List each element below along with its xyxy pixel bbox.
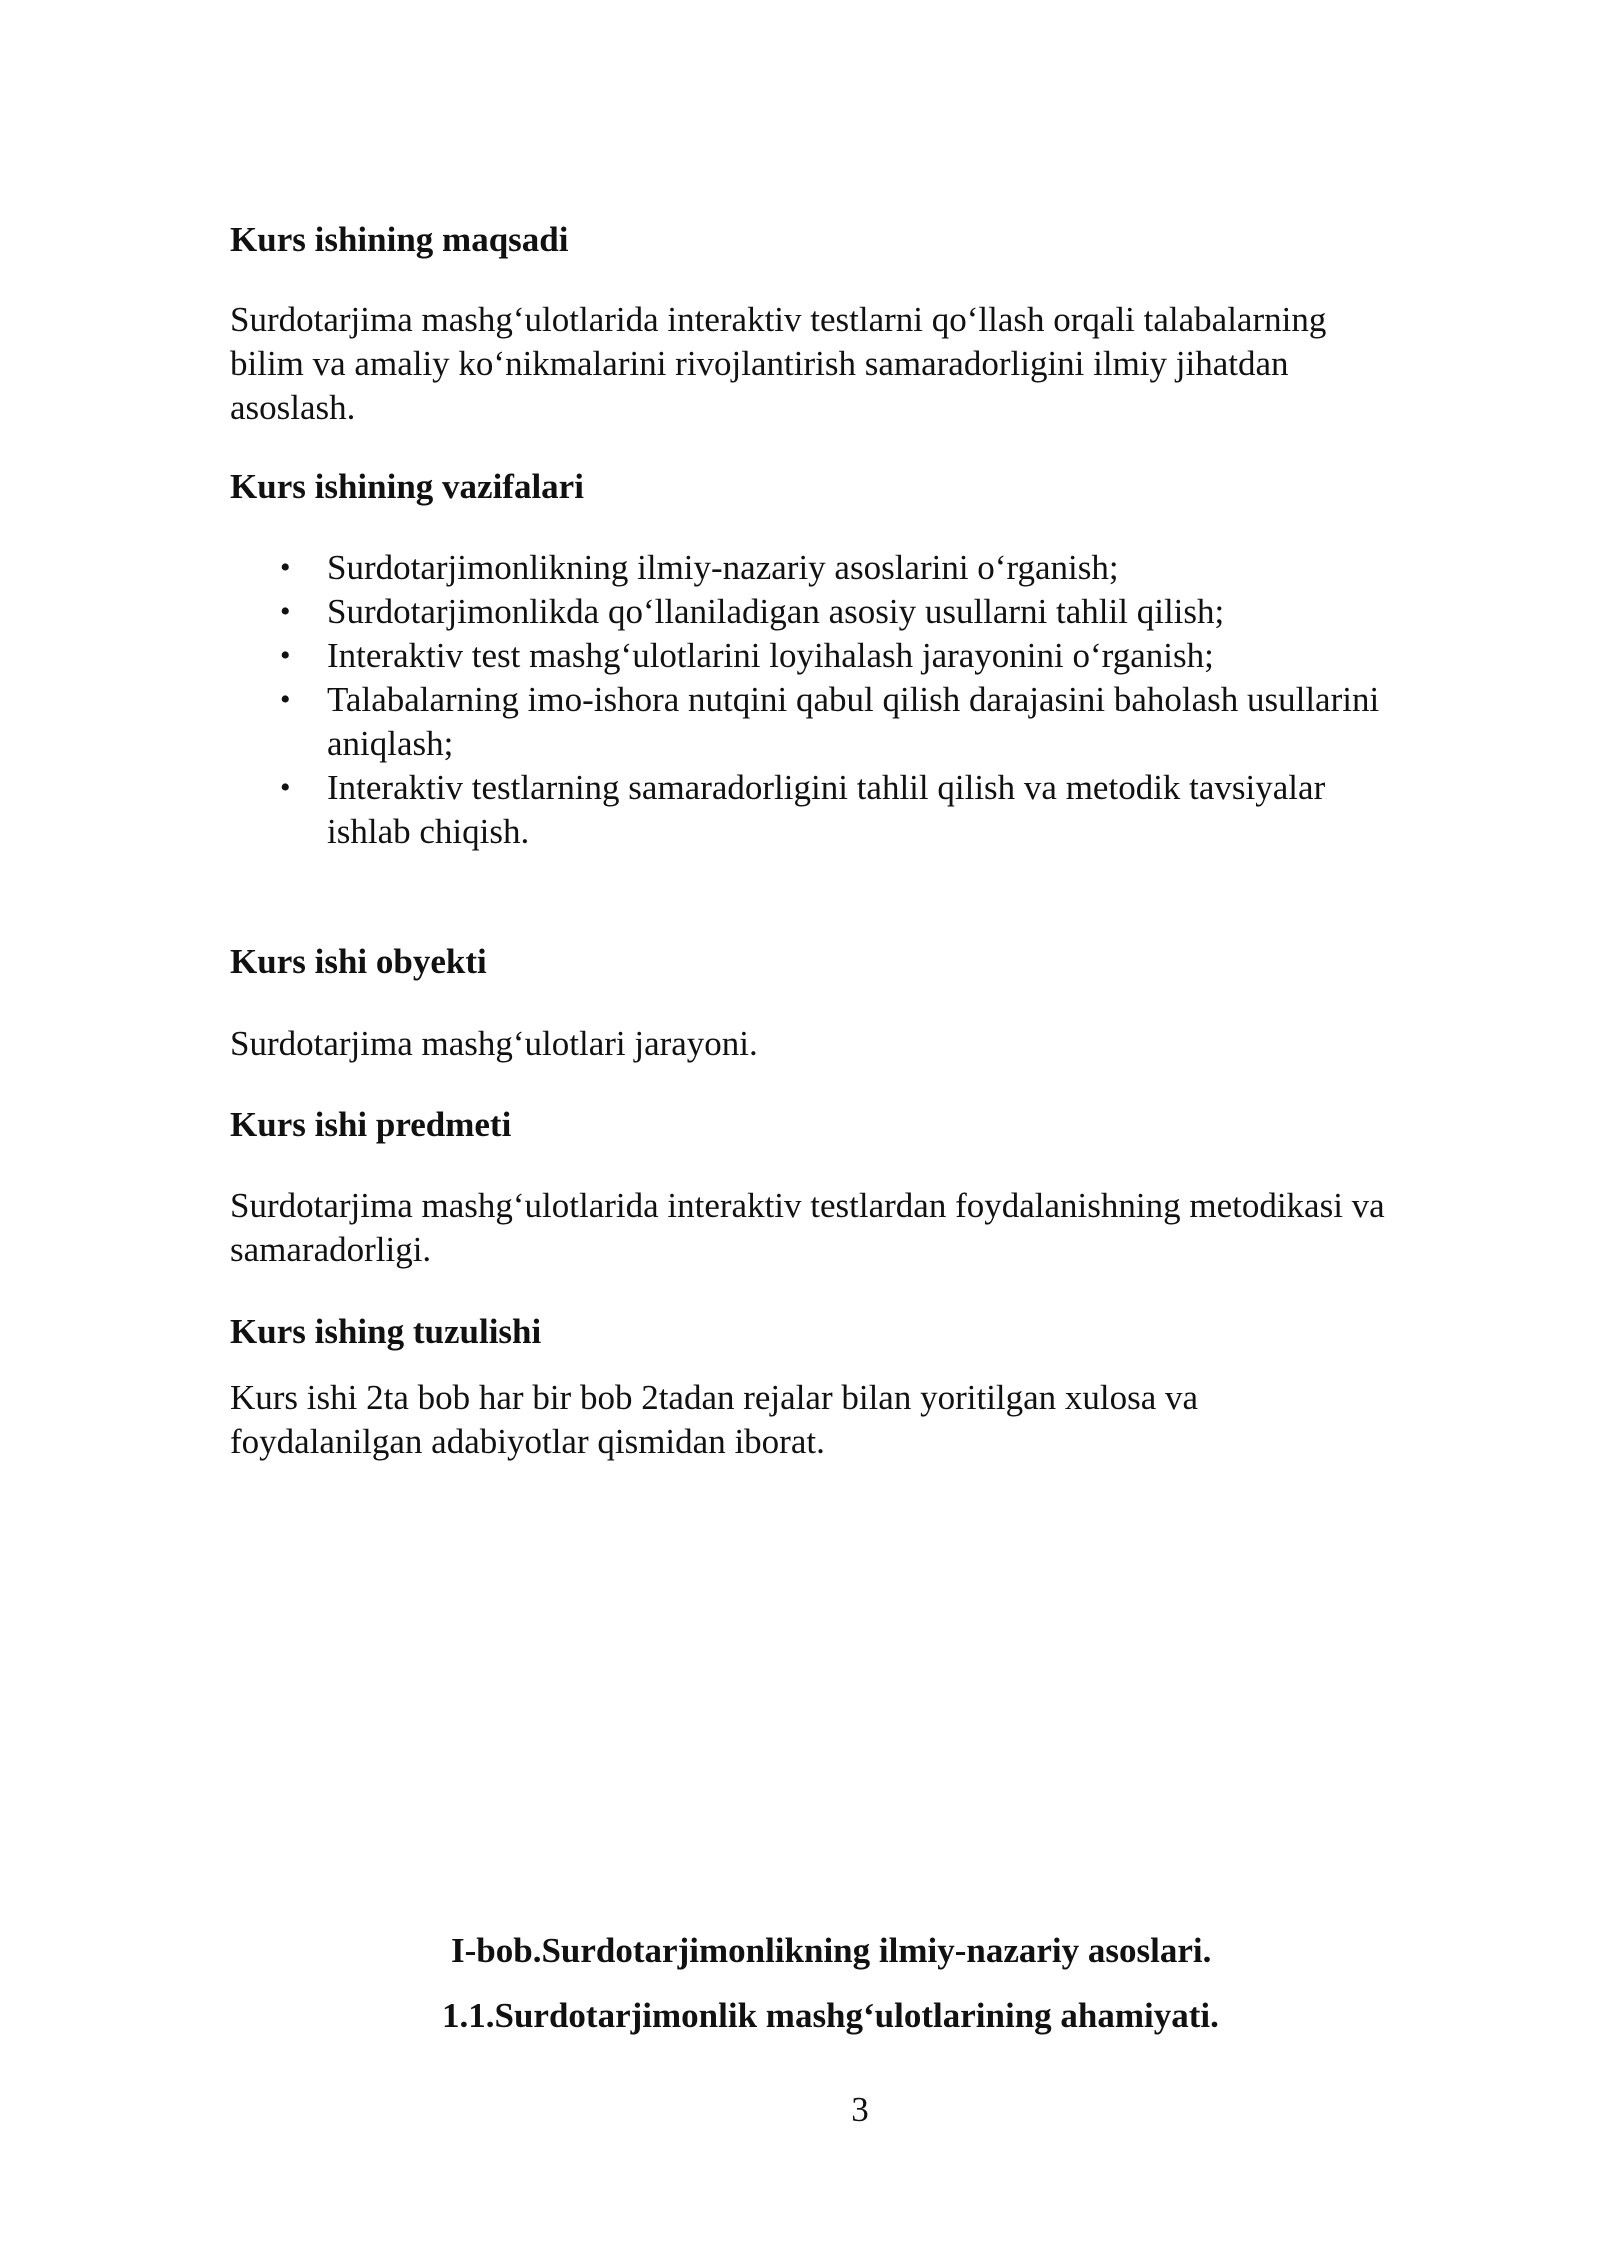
list-item: [230, 590, 1510, 634]
list-item-text: Talabalarning imo-ishora nutqini qabul qilish darajasini baholash usullarini: [327, 680, 1380, 719]
bullet-icon: •: [280, 771, 291, 804]
object-line: Surdotarjima mashg‘ulotlari jarayoni.: [230, 1024, 758, 1063]
goal-heading: Kurs ishining maqsadi: [230, 220, 569, 259]
object-text: [230, 1022, 1510, 1066]
subject-text: [230, 1184, 1510, 1272]
section-title: 1.1.Surdotarjimonlik mashg‘ulotlarining ahamiyati.: [442, 1996, 1219, 2035]
bullet-icon: •: [280, 639, 291, 672]
tasks-list: [230, 546, 1510, 854]
structure-line: Kurs ishi 2ta bob har bir bob 2tadan rejalar bilan yoritilgan xulosa va: [230, 1378, 1199, 1417]
structure-line: foydalanilgan adabiyotlar qismidan iborat.: [230, 1422, 825, 1461]
object-section: [230, 940, 1510, 984]
subject-line: Surdotarjima mashg‘ulotlarida interaktiv testlardan foydalanishning metodikasi va: [230, 1186, 1385, 1225]
list-item-text: Surdotarjimonlikda qo‘llaniladigan asosiy usullarni tahlil qilish;: [327, 592, 1225, 631]
goal-line: Surdotarjima mashg‘ulotlarida interaktiv testlarni qo‘llash orqali talabalarning: [230, 300, 1327, 339]
list-item-text: aniqlash;: [327, 724, 454, 763]
goal-section: [230, 218, 1510, 262]
structure-section: [230, 1310, 1510, 1354]
subject-section: [230, 1103, 1510, 1147]
subject-line: samaradorligi.: [230, 1230, 432, 1269]
page-number: 3: [851, 2090, 869, 2129]
bullet-icon: •: [280, 683, 291, 716]
structure-heading: Kurs ishing tuzulishi: [230, 1312, 542, 1351]
subject-heading: Kurs ishi predmeti: [230, 1105, 512, 1144]
list-item-text: ishlab chiqish.: [327, 812, 530, 851]
structure-text: [230, 1376, 1510, 1464]
list-item: [230, 634, 1510, 678]
list-item: [230, 546, 1510, 590]
list-item: [230, 766, 1510, 854]
goal-text: [230, 298, 1510, 430]
list-item: [230, 678, 1510, 766]
tasks-list-wrapper: [230, 546, 1510, 854]
list-item-text: Interaktiv test mashg‘ulotlarini loyihalash jarayonini o‘rganish;: [327, 636, 1214, 675]
goal-line: asoslash.: [230, 388, 356, 427]
bullet-icon: •: [280, 551, 291, 584]
goal-line: bilim va amaliy ko‘nikmalarini rivojlantirish samaradorligini ilmiy jihatdan: [230, 344, 1289, 383]
bullet-icon: •: [280, 595, 291, 628]
list-item-text: Interaktiv testlarning samaradorligini tahlil qilish va metodik tavsiyalar: [327, 768, 1326, 807]
chapter-title: I-bob.Surdotarjimonlikning ilmiy-nazariy asoslari.: [451, 1931, 1212, 1970]
tasks-heading: Kurs ishining vazifalari: [230, 467, 584, 506]
object-heading: Kurs ishi obyekti: [230, 942, 487, 981]
list-item-text: Surdotarjimonlikning ilmiy-nazariy asoslarini o‘rganish;: [327, 548, 1119, 587]
tasks-section: [230, 465, 1510, 509]
